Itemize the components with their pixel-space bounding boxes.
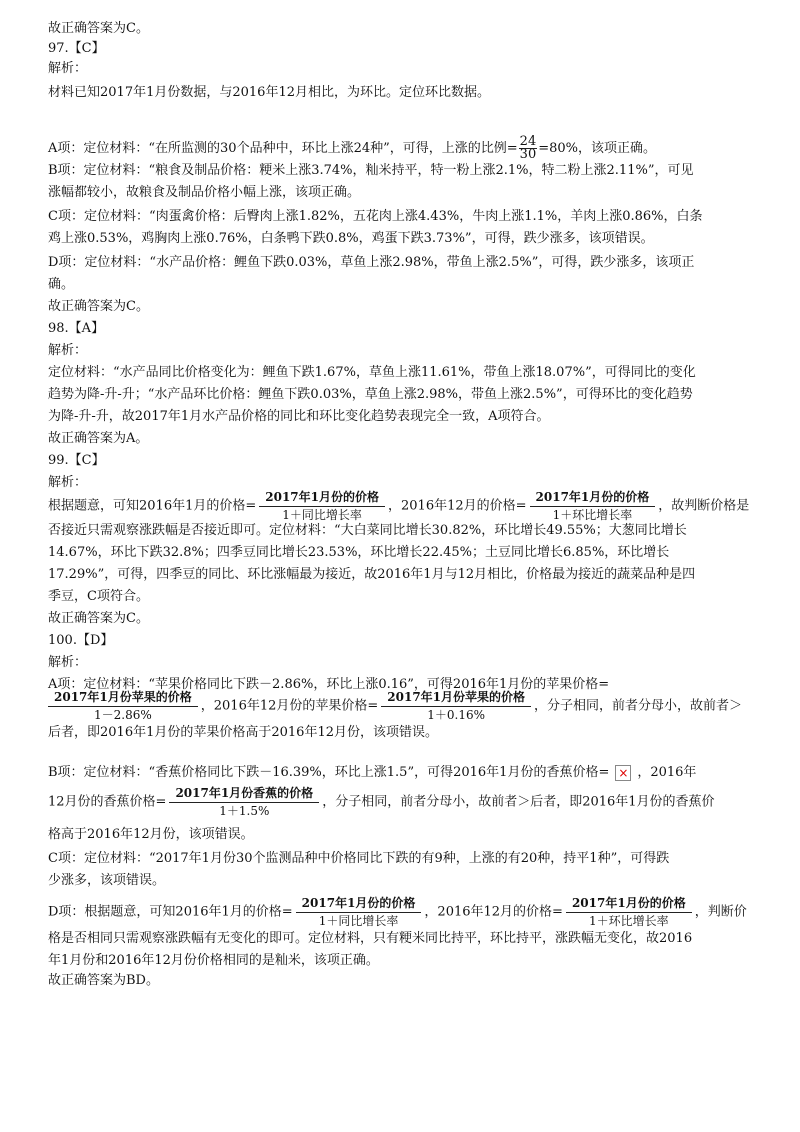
text-line-with-fraction: [48, 896, 747, 928]
text-line: 鸡上涨0.53%，鸡胸肉上涨0.76%，白条鸭下跌0.8%，鸡蛋下跌3.73%”，可得，跌少涨多，该项错误。: [48, 231, 654, 246]
fraction-numerator: 2017年1月份苹果的价格: [48, 690, 198, 707]
text-line: C项：定位材料：“肉蛋禽价格：后臀肉上涨1.82%，五花肉上涨4.43%，牛肉上涨1.1%，羊肉上涨0.86%，白条: [48, 209, 703, 224]
fraction-denominator: 1＋同比增长率: [318, 914, 399, 928]
text-segment: ，2016年12月份的苹果价格=: [200, 698, 379, 714]
answer-line: 故正确答案为C。: [48, 611, 149, 626]
fraction-numerator: 2017年1月份香蕉的价格: [169, 786, 319, 803]
question-98-heading: 98.【A】: [48, 321, 105, 336]
text-line: 后者，即2016年1月份的苹果价格高于2016年12月份，该项错误。: [48, 725, 438, 740]
analysis-label: 解析：: [48, 655, 88, 670]
price-fraction: [566, 896, 692, 928]
fraction-denominator: 1－2.86%: [93, 708, 152, 722]
question-97-heading: 97.【C】: [48, 41, 105, 56]
text-segment: ，故判断价格是: [658, 498, 750, 514]
fraction-denominator: 1＋0.16%: [427, 708, 486, 722]
answer-line: 故正确答案为C。: [48, 21, 149, 36]
text-line: 少涨多，该项错误。: [48, 873, 166, 888]
text-segment: ，分子相同，前者分母小，故前者＞: [534, 698, 743, 714]
text-segment: =80%，该项正确。: [538, 141, 657, 156]
text-segment: ，2016年: [637, 765, 697, 780]
question-100-heading: 100.【D】: [48, 633, 114, 648]
text-line: 格高于2016年12月份，该项错误。: [48, 827, 254, 842]
fraction-denominator: 1＋环比增长率: [552, 508, 633, 522]
text-line: 季豆，C项符合。: [48, 589, 149, 604]
answer-line: 故正确答案为BD。: [48, 973, 159, 988]
ratio-fraction: [519, 136, 538, 161]
text-line-with-fraction: [48, 690, 742, 722]
text-segment: 12月份的香蕉价格=: [48, 794, 167, 810]
text-line-with-fraction: [48, 490, 749, 522]
text-line: 涨幅都较小，故粮食及制品价格小幅上涨，该项正确。: [48, 185, 361, 200]
text-line-with-fraction: [48, 136, 656, 161]
analysis-label: 解析：: [48, 61, 88, 76]
broken-image-icon: ×: [615, 765, 631, 781]
fraction-denominator: 30: [519, 147, 537, 162]
text-line-with-fraction: [48, 786, 715, 818]
price-fraction: [259, 490, 385, 522]
price-fraction: [48, 690, 198, 722]
price-fraction: [169, 786, 319, 818]
text-line: 年1月份和2016年12月份价格相同的是籼米，该项正确。: [48, 953, 379, 968]
price-fraction: [381, 690, 531, 722]
text-line: A项：定位材料：“苹果价格同比下跌－2.86%，环比上涨0.16”，可得2016年1月份的苹果价格=: [48, 677, 610, 692]
fraction-denominator: 1＋环比增长率: [589, 914, 669, 928]
fraction-numerator: 2017年1月份的价格: [259, 490, 385, 507]
text-segment: A项：定位材料：“在所监测的30个品种中，环比上涨24种”，可得，上涨的比例=: [48, 141, 518, 156]
fraction-numerator: 2017年1月份的价格: [296, 896, 422, 913]
text-line: 趋势为降-升-升；“水产品环比价格：鲤鱼下跌0.03%，草鱼上涨2.98%，带鱼上涨2.5%”，可得环比的变化趋势: [48, 387, 693, 402]
text-line: 确。: [48, 277, 75, 292]
fraction-numerator: 2017年1月份苹果的价格: [381, 690, 531, 707]
analysis-label: 解析：: [48, 343, 88, 358]
text-line: 格是否相同只需观察涨跌幅有无变化的即可。定位材料，只有粳米同比持平，环比持平，涨跌幅无变化，故2016: [48, 931, 693, 946]
price-fraction: [296, 896, 422, 928]
text-segment: ，2016年12月的价格=: [388, 498, 527, 514]
text-segment: ，判断价: [694, 904, 747, 920]
text-segment: D项：根据题意，可知2016年1月的价格=: [48, 904, 293, 920]
price-fraction: [530, 490, 656, 522]
answer-line: 故正确答案为A。: [48, 431, 149, 446]
analysis-label: 解析：: [48, 475, 88, 490]
text-line: 材料已知2017年1月份数据，与2016年12月相比，为环比。定位环比数据。: [48, 85, 490, 100]
text-line: 定位材料：“水产品同比价格变化为：鲤鱼下跌1.67%，草鱼上涨11.61%，带鱼上涨18.07%”，可得同比的变化: [48, 365, 696, 380]
fraction-denominator: 1＋同比增长率: [282, 508, 362, 522]
text-segment: ，分子相同，前者分母小，故前者＞后者，即2016年1月份的香蕉价: [322, 794, 715, 810]
text-segment: ，2016年12月的价格=: [424, 904, 563, 920]
text-segment: 根据题意，可知2016年1月的价格=: [48, 498, 257, 514]
text-line-with-image: [48, 764, 696, 782]
fraction-denominator: 1＋1.5%: [219, 804, 270, 818]
text-line: C项：定位材料：“2017年1月份30个监测品种中价格同比下跌的有9种，上涨的有20种，持平1种”，可得跌: [48, 851, 670, 866]
answer-line: 故正确答案为C。: [48, 299, 149, 314]
text-line: 17.29%”，可得，四季豆的同比、环比涨幅最为接近，故2016年1月与12月相比，价格最为接近的蔬菜品种是四: [48, 567, 696, 582]
fraction-numerator: 2017年1月份的价格: [530, 490, 656, 507]
text-segment: B项：定位材料：“香蕉价格同比下跌－16.39%，环比上涨1.5”，可得2016年1月份的香蕉价格=: [48, 765, 610, 780]
text-line: B项：定位材料：“粮食及制品价格：粳米上涨3.74%，籼米持平，特一粉上涨2.1%，特二粉上涨2.11%”，可见: [48, 163, 694, 178]
fraction-numerator: 24: [519, 134, 537, 149]
text-line: D项：定位材料：“水产品价格：鲤鱼下跌0.03%，草鱼上涨2.98%，带鱼上涨2.5%”，可得，跌少涨多，该项正: [48, 255, 695, 270]
text-line: 为降-升-升，故2017年1月水产品价格的同比和环比变化趋势表现完全一致，A项符合。: [48, 409, 550, 424]
fraction-numerator: 2017年1月份的价格: [566, 896, 692, 913]
text-line: 14.67%，环比下跌32.8%；四季豆同比增长23.53%，环比增长22.45%；土豆同比增长6.85%，环比增长: [48, 545, 670, 560]
text-line: 否接近只需观察涨跌幅是否接近即可。定位材料：“大白菜同比增长30.82%，环比增长49.55%；大葱同比增长: [48, 523, 687, 538]
question-99-heading: 99.【C】: [48, 453, 105, 468]
